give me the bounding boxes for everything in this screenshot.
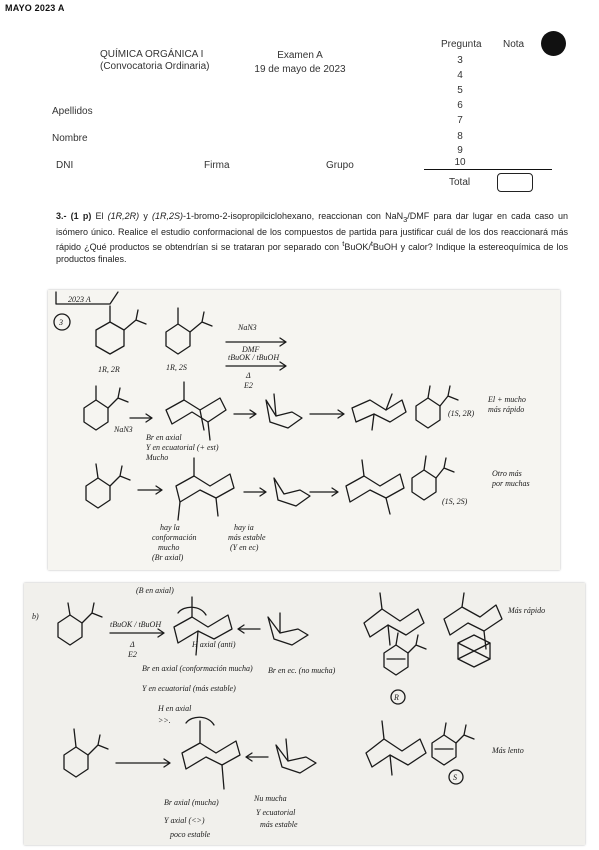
hw2-h-axial2: H en axial xyxy=(158,704,192,713)
handwritten-sketch-1 xyxy=(48,290,560,570)
grade-table-nota-header: Nota xyxy=(503,39,525,50)
course-title xyxy=(100,49,210,73)
grade-table-divider xyxy=(424,169,552,170)
superscript: t xyxy=(370,238,373,248)
hw-r1: 1R, 2R xyxy=(98,365,120,374)
hw-reag-bot2: Δ xyxy=(246,371,251,380)
hw2-reag1: tBuOK / tBuOH xyxy=(110,620,162,629)
hw2-mas-lento: Más lento xyxy=(492,746,524,755)
handwritten-sketch-2 xyxy=(24,583,585,845)
hw-hay2: conformación xyxy=(152,533,197,542)
field-firma: Firma xyxy=(204,160,230,171)
question-text: -1-bromo-2-isopropilciclohexano, reaccionan con NaN xyxy=(183,211,404,221)
isomer-1: (1R,2R) xyxy=(107,211,140,221)
hw-label-1s2r: (1S, 2R) xyxy=(448,409,475,418)
hw2-nu-mucha: Nu mucha xyxy=(254,794,287,803)
isomer-2: (1R,2S) xyxy=(152,211,184,221)
grade-total-label: Total xyxy=(449,177,471,188)
grade-row-number: 9 xyxy=(457,145,463,156)
hw2-br-ax: Br en axial (conformación mucha) xyxy=(142,664,253,673)
hw2-br-axial2: Br axial (mucha) xyxy=(164,798,219,807)
hw2-br-ec: Br en ec. (no mucha) xyxy=(268,666,336,675)
grade-row-number: 7 xyxy=(457,115,463,126)
hw-label-1s2s: (1S, 2S) xyxy=(442,497,468,506)
grade-row-number: 5 xyxy=(457,85,463,96)
exam-corner-label: MAYO 2023 A xyxy=(5,3,65,13)
grade-row-number: 6 xyxy=(457,100,463,111)
hw-hay3: mucho xyxy=(158,543,180,552)
hw-hay6: más estable xyxy=(228,533,266,542)
hw2-poco: poco estable xyxy=(170,830,211,839)
question-text: El xyxy=(91,211,108,221)
hw2-mas-est: más estable xyxy=(260,820,298,829)
hw2-b: b) xyxy=(32,612,39,621)
hw2-h-ax: H axial (anti) xyxy=(192,640,236,649)
grade-table-pregunta-header: Pregunta xyxy=(441,39,482,50)
hw2-s: S xyxy=(453,773,457,782)
grade-total-box xyxy=(497,173,533,192)
hw-hay7: (Y en ec) xyxy=(230,543,259,552)
hw2-reag3: E2 xyxy=(128,650,137,659)
hw-reag-bot1: tBuOK / tBuOH xyxy=(228,353,280,362)
hw2-y-ec2: Y ecuatorial xyxy=(256,808,296,817)
handwritten-answer-photo-1 xyxy=(48,290,560,570)
hw-reag-top1: NaN3 xyxy=(238,323,257,332)
grade-row-number: 3 xyxy=(457,55,463,66)
question-text: y xyxy=(139,211,152,221)
handwritten-answer-photo-2 xyxy=(24,583,585,845)
hw-r2: 1R, 2S xyxy=(166,363,187,372)
subscript: 3 xyxy=(403,214,408,224)
hw-hay4: (Br axial) xyxy=(152,553,184,562)
field-nombre: Nombre xyxy=(52,133,88,144)
field-grupo: Grupo xyxy=(326,160,354,171)
exam-date: 19 de mayo de 2023 xyxy=(254,64,346,75)
exam-info xyxy=(245,49,355,77)
hw2-y-axial: Y axial (<>) xyxy=(164,816,205,825)
hw-note2b: por muchas xyxy=(492,479,530,488)
hw-br-axial: Br en axial xyxy=(146,433,182,442)
black-dot-mark xyxy=(541,31,566,56)
hw2-y-ec: Y en ecuatorial (más estable) xyxy=(142,684,236,693)
hw-corner: 2023 A xyxy=(68,295,91,304)
superscript: t xyxy=(342,238,345,248)
question-text: /DMF para dar lugar en cada caso un isómero único. Realice el estudio conformacional de los compuestos de partida para justificar cuál de los dos reaccionará más rápido ¿Qué productos se obtendrían si se trataran por separado con xyxy=(56,211,568,252)
hw-reag-top2: DMF xyxy=(242,345,260,354)
hw2-gt: >>. xyxy=(158,716,171,725)
hw-hay1: hay la xyxy=(160,523,180,532)
hw-y-ec: Y en ecuatorial (+ est) xyxy=(146,443,219,452)
question-number: 3.- (1 p) xyxy=(56,211,92,221)
hw2-r: R xyxy=(394,693,399,702)
hw-note1a: El + mucho xyxy=(488,395,526,404)
field-dni: DNI xyxy=(56,160,74,171)
hw-num: 3 xyxy=(59,318,63,327)
course-session: (Convocatoria Ordinaria) xyxy=(100,61,210,72)
field-apellidos: Apellidos xyxy=(52,106,93,117)
hw-hay5: hay ia xyxy=(234,523,254,532)
hw-note2a: Otro más xyxy=(492,469,522,478)
hw2-b-axial: (B en axial) xyxy=(136,586,174,595)
course-name: QUÍMICA ORGÁNICA I xyxy=(100,49,204,60)
grade-row-number: 10 xyxy=(454,157,466,168)
hw2-mas-rapido: Más rápido xyxy=(508,606,546,615)
hw-nan3: NaN3 xyxy=(114,425,133,434)
hw2-reag2: Δ xyxy=(130,640,135,649)
hw-reag-bot3: E2 xyxy=(244,381,253,390)
hw-mucha: Mucho xyxy=(146,453,169,462)
hw-note1b: más rápido xyxy=(488,405,525,414)
exam-label: Examen A xyxy=(277,50,323,61)
grade-row-number: 4 xyxy=(457,70,463,81)
question-text: BuOK/ xyxy=(344,241,371,252)
grade-row-number: 8 xyxy=(457,131,463,142)
question-3-text xyxy=(56,210,568,265)
question-text: BuOH y calor? Indique la estereoquímica de los productos finales. xyxy=(56,241,569,264)
